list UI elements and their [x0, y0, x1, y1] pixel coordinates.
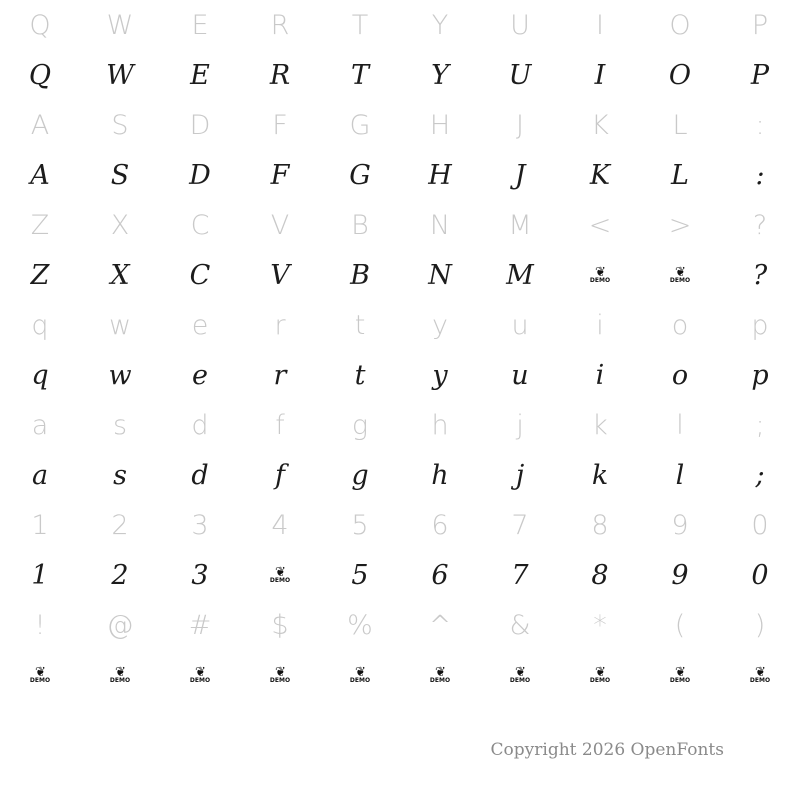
- reference-row: [0, 300, 800, 350]
- glyph-cell: K: [591, 109, 609, 141]
- glyph-cell: U: [510, 9, 530, 41]
- glyph-cell: j: [516, 409, 524, 441]
- leaf-icon: [589, 665, 611, 684]
- glyph-cell: i: [596, 309, 604, 341]
- leaf-icon-mark: ❦: [595, 265, 605, 280]
- glyph-cell: O: [668, 59, 692, 91]
- leaf-icon-mark: ❦: [35, 665, 45, 680]
- glyph-cell: ): [754, 609, 766, 641]
- glyph-cell: %: [347, 609, 373, 641]
- leaf-icon: [189, 665, 211, 684]
- glyph-cell: 4: [271, 509, 289, 541]
- glyph-cell: ;: [755, 409, 765, 441]
- leaf-icon-mark: ❦: [675, 265, 685, 280]
- glyph-cell: >: [668, 209, 692, 241]
- glyph-cell: B: [350, 259, 370, 291]
- glyph-cell: 5: [351, 509, 369, 541]
- demo-label: DEMO: [749, 677, 771, 684]
- glyph-cell: l: [676, 409, 684, 441]
- sample-row: [0, 550, 800, 600]
- glyph-cell: ^: [428, 609, 452, 641]
- leaf-icon-mark: ❦: [275, 565, 285, 580]
- glyph-cell: I: [594, 59, 606, 91]
- glyph-cell: &: [509, 609, 531, 641]
- glyph-cell: 3: [191, 559, 209, 591]
- glyph-cell: G: [349, 109, 371, 141]
- sample-row: [0, 350, 800, 400]
- glyph-cell: <: [588, 209, 612, 241]
- glyph-cell: Y: [431, 9, 449, 41]
- glyph-cell: 8: [591, 559, 609, 591]
- demo-placeholder-glyph: [320, 650, 400, 700]
- glyph-cell: e: [191, 309, 209, 341]
- glyph-cell: 1: [31, 509, 49, 541]
- glyph-cell: 2: [111, 509, 129, 541]
- reference-row: [0, 0, 800, 50]
- glyph-cell: 1: [31, 559, 49, 591]
- glyph-cell: I: [596, 9, 604, 41]
- glyph-cell: p: [751, 309, 769, 341]
- glyph-cell: s: [112, 409, 128, 441]
- glyph-cell: k: [591, 459, 609, 491]
- glyph-cell: M: [506, 259, 534, 291]
- glyph-cell: 6: [431, 559, 449, 591]
- glyph-cell: d: [191, 459, 209, 491]
- glyph-cell: S: [110, 159, 130, 191]
- demo-placeholder-glyph: [560, 250, 640, 300]
- demo-label: DEMO: [269, 677, 291, 684]
- glyph-cell: l: [675, 459, 685, 491]
- glyph-cell: J: [514, 159, 526, 191]
- glyph-cell: p: [751, 359, 769, 391]
- glyph-cell: N: [428, 259, 452, 291]
- glyph-cell: W: [106, 59, 134, 91]
- glyph-cell: *: [593, 609, 607, 641]
- demo-label: DEMO: [669, 677, 691, 684]
- glyph-cell: u: [511, 359, 529, 391]
- demo-placeholder-glyph: [640, 650, 720, 700]
- leaf-icon-mark: ❦: [435, 665, 445, 680]
- glyph-cell: Z: [30, 259, 50, 291]
- glyph-cell: k: [592, 409, 608, 441]
- sample-row: [0, 650, 800, 700]
- glyph-cell: 8: [591, 509, 609, 541]
- demo-placeholder-glyph: [400, 650, 480, 700]
- demo-placeholder-glyph: [480, 650, 560, 700]
- demo-placeholder-glyph: [0, 650, 80, 700]
- glyph-cell: Q: [28, 59, 52, 91]
- leaf-icon-mark: ❦: [675, 665, 685, 680]
- glyph-cell: 6: [431, 509, 449, 541]
- leaf-icon-mark: ❦: [195, 665, 205, 680]
- leaf-icon-mark: ❦: [595, 665, 605, 680]
- glyph-cell: q: [31, 359, 49, 391]
- glyph-cell: !: [34, 609, 46, 641]
- glyph-cell: ;: [755, 459, 765, 491]
- glyph-cell: 5: [351, 559, 369, 591]
- glyph-cell: B: [351, 209, 369, 241]
- glyph-cell: w: [108, 309, 132, 341]
- glyph-cell: o: [671, 359, 689, 391]
- demo-placeholder-glyph: [80, 650, 160, 700]
- glyph-cell: 7: [511, 509, 529, 541]
- demo-label: DEMO: [589, 277, 611, 284]
- glyph-cell: F: [272, 109, 288, 141]
- glyph-cell: 0: [751, 559, 769, 591]
- glyph-cell: 7: [511, 559, 529, 591]
- leaf-icon: [269, 665, 291, 684]
- glyph-cell: T: [351, 9, 369, 41]
- glyph-cell: M: [508, 209, 532, 241]
- reference-row: [0, 100, 800, 150]
- demo-label: DEMO: [589, 677, 611, 684]
- footer: [0, 730, 800, 800]
- glyph-cell: C: [189, 259, 211, 291]
- glyph-cell: R: [270, 9, 290, 41]
- glyph-cell: w: [108, 359, 132, 391]
- glyph-cell: f: [275, 409, 285, 441]
- glyph-cell: K: [589, 159, 611, 191]
- demo-placeholder-glyph: [240, 550, 320, 600]
- reference-row: [0, 600, 800, 650]
- reference-row: [0, 200, 800, 250]
- glyph-cell: i: [595, 359, 605, 391]
- glyph-cell: y: [432, 309, 448, 341]
- glyph-cell: o: [671, 309, 689, 341]
- glyph-cell: H: [428, 159, 452, 191]
- glyph-cell: h: [431, 459, 449, 491]
- leaf-icon: [429, 665, 451, 684]
- glyph-cell: J: [516, 109, 524, 141]
- glyph-cell: r: [273, 359, 287, 391]
- demo-placeholder-glyph: [240, 650, 320, 700]
- sample-row: [0, 250, 800, 300]
- glyph-cell: C: [190, 209, 210, 241]
- glyph-cell: t: [354, 309, 366, 341]
- glyph-cell: r: [274, 309, 286, 341]
- glyph-cell: X: [110, 209, 130, 241]
- glyph-cell: D: [189, 109, 211, 141]
- glyph-cell: 0: [751, 509, 769, 541]
- leaf-icon: [589, 265, 611, 284]
- demo-label: DEMO: [29, 677, 51, 684]
- leaf-icon: [29, 665, 51, 684]
- glyph-cell: V: [270, 209, 290, 241]
- demo-label: DEMO: [269, 577, 291, 584]
- leaf-icon-mark: ❦: [515, 665, 525, 680]
- demo-label: DEMO: [669, 277, 691, 284]
- glyph-cell: O: [669, 9, 691, 41]
- sample-row: [0, 450, 800, 500]
- leaf-icon-mark: ❦: [275, 665, 285, 680]
- leaf-icon-mark: ❦: [115, 665, 125, 680]
- glyph-cell: $: [271, 609, 289, 641]
- leaf-icon: [349, 665, 371, 684]
- glyph-cell: F: [270, 159, 290, 191]
- glyph-cell: u: [511, 309, 529, 341]
- glyph-cell: t: [354, 359, 366, 391]
- glyph-cell: ?: [752, 209, 768, 241]
- demo-placeholder-glyph: [560, 650, 640, 700]
- glyph-cell: T: [350, 59, 369, 91]
- leaf-icon: [109, 665, 131, 684]
- demo-label: DEMO: [349, 677, 371, 684]
- glyph-cell: P: [751, 9, 769, 41]
- glyph-cell: X: [110, 259, 130, 291]
- glyph-cell: Q: [29, 9, 51, 41]
- glyph-cell: W: [106, 9, 134, 41]
- glyph-cell: H: [429, 109, 451, 141]
- glyph-cell: q: [31, 309, 49, 341]
- demo-label: DEMO: [509, 677, 531, 684]
- glyph-cell: f: [275, 459, 285, 491]
- glyph-cell: E: [191, 9, 209, 41]
- glyph-cell: a: [31, 459, 49, 491]
- glyph-cell: Z: [30, 209, 50, 241]
- leaf-icon-mark: ❦: [755, 665, 765, 680]
- demo-placeholder-glyph: [160, 650, 240, 700]
- glyph-cell: :: [755, 109, 765, 141]
- glyph-cell: E: [190, 59, 210, 91]
- leaf-icon: [669, 665, 691, 684]
- glyph-cell: A: [30, 159, 50, 191]
- sample-row: [0, 50, 800, 100]
- glyph-cell: G: [349, 159, 371, 191]
- leaf-icon: [749, 665, 771, 684]
- leaf-icon: [669, 265, 691, 284]
- glyph-cell: V: [270, 259, 290, 291]
- glyph-cell: L: [671, 159, 689, 191]
- glyph-cell: N: [429, 209, 451, 241]
- glyph-cell: ?: [752, 259, 768, 291]
- glyph-cell: P: [750, 59, 770, 91]
- glyph-cell: :: [755, 159, 765, 191]
- glyph-cell: R: [269, 59, 291, 91]
- glyph-cell: S: [111, 109, 129, 141]
- leaf-icon: [509, 665, 531, 684]
- glyph-cell: U: [508, 59, 532, 91]
- glyph-cell: d: [191, 409, 209, 441]
- leaf-icon: [269, 565, 291, 584]
- glyph-cell: y: [432, 359, 448, 391]
- demo-placeholder-glyph: [640, 250, 720, 300]
- glyph-cell: g: [351, 459, 369, 491]
- glyph-cell: 9: [671, 509, 689, 541]
- glyph-cell: 2: [111, 559, 129, 591]
- glyph-cell: Y: [431, 59, 449, 91]
- demo-label: DEMO: [189, 677, 211, 684]
- glyph-cell: s: [113, 459, 127, 491]
- sample-row: [0, 150, 800, 200]
- reference-row: [0, 500, 800, 550]
- glyph-cell: D: [189, 159, 211, 191]
- glyph-cell: 3: [191, 509, 209, 541]
- glyph-cell: a: [31, 409, 49, 441]
- glyph-cell: 9: [671, 559, 689, 591]
- glyph-cell: L: [672, 109, 688, 141]
- demo-label: DEMO: [109, 677, 131, 684]
- glyph-cell: g: [351, 409, 369, 441]
- leaf-icon-mark: ❦: [355, 665, 365, 680]
- glyph-cell: A: [30, 109, 50, 141]
- glyph-cell: (: [674, 609, 686, 641]
- glyph-cell: #: [188, 609, 212, 641]
- glyph-cell: @: [106, 609, 134, 641]
- glyph-cell: j: [515, 459, 525, 491]
- copyright-notice: Copyright 2026 OpenFonts: [490, 740, 724, 760]
- reference-row: [0, 400, 800, 450]
- demo-label: DEMO: [429, 677, 451, 684]
- glyph-cell: h: [431, 409, 449, 441]
- glyph-cell: e: [192, 359, 208, 391]
- demo-placeholder-glyph: [720, 650, 800, 700]
